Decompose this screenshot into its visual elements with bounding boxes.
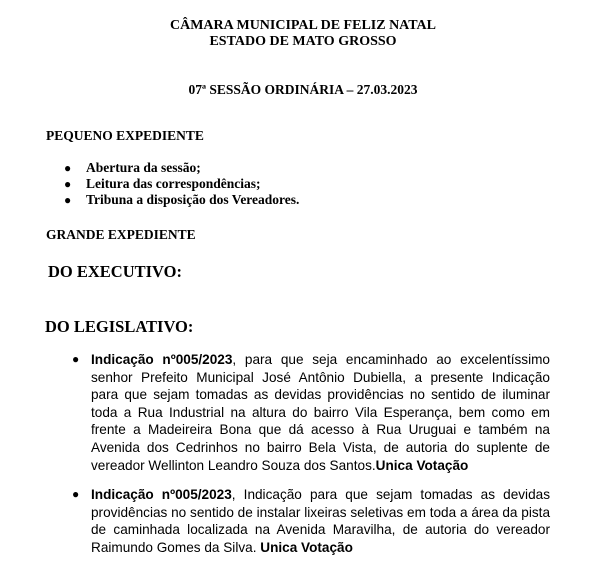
list-item [62, 192, 299, 208]
indicacao-text: Indicação nº005/2023, para que seja encaminhado ao excelentíssimo senhor Prefeito Municipal José Antônio Dubiella, a presente Indicação para que sejam tomadas as devidas providências no sentido de iluminar toda a Rua Industrial na altura do bairro Vila Esperança, bem como em frente a Madeireira Bona que dá acesso à Rua Uruguai e também na Avenida dos Cedrinhos no bairro Bela Vista, de autoria do suplente de vereador Wellinton Leandro Souza dos Santos.Unica Votação [91, 352, 550, 473]
executivo-heading: DO EXECUTIVO: [48, 262, 182, 281]
pequeno-expediente-list [62, 160, 299, 208]
indicacao-ref: Indicação nº005/2023 [91, 352, 233, 367]
bullet-icon: ● [72, 352, 80, 366]
list-item-text: Leitura das correspondências; [86, 176, 261, 191]
indicacao-item [72, 351, 550, 474]
list-item [62, 160, 299, 176]
list-item-text: Abertura da sessão; [86, 160, 201, 175]
bullet-icon: ● [72, 487, 80, 501]
bullet-icon: ● [64, 161, 72, 175]
bullet-icon: ● [64, 193, 72, 207]
indicacao-ref: Indicação nº005/2023 [91, 487, 232, 502]
indicacao-text: Indicação nº005/2023, Indicação para que sejam tomadas as devidas providências no sentido de instalar lixeiras seletivas em toda a área da pista de caminhada localizada na Avenida Maravilha, de autoria do vereador Raimundo Gomes da Silva. Unica Votação [91, 487, 550, 555]
indicacao-item [72, 486, 550, 556]
vote-label: Unica Votação [260, 539, 353, 555]
chamber-name: CÂMARA MUNICIPAL DE FELIZ NATAL [169, 18, 436, 33]
pequeno-expediente-heading: PEQUENO EXPEDIENTE [46, 128, 204, 143]
bullet-icon: ● [64, 177, 72, 191]
list-item [62, 176, 299, 192]
state-name: ESTADO DE MATO GROSSO [209, 34, 397, 49]
grande-expediente-heading: GRANDE EXPEDIENTE [46, 227, 196, 242]
vote-label: Unica Votação [375, 457, 469, 473]
list-item-text: Tribuna a disposição dos Vereadores. [86, 192, 300, 207]
legislativo-heading: DO LEGISLATIVO: [45, 317, 194, 336]
session-title: 07ª SESSÃO ORDINÁRIA – 27.03.2023 [188, 82, 418, 97]
